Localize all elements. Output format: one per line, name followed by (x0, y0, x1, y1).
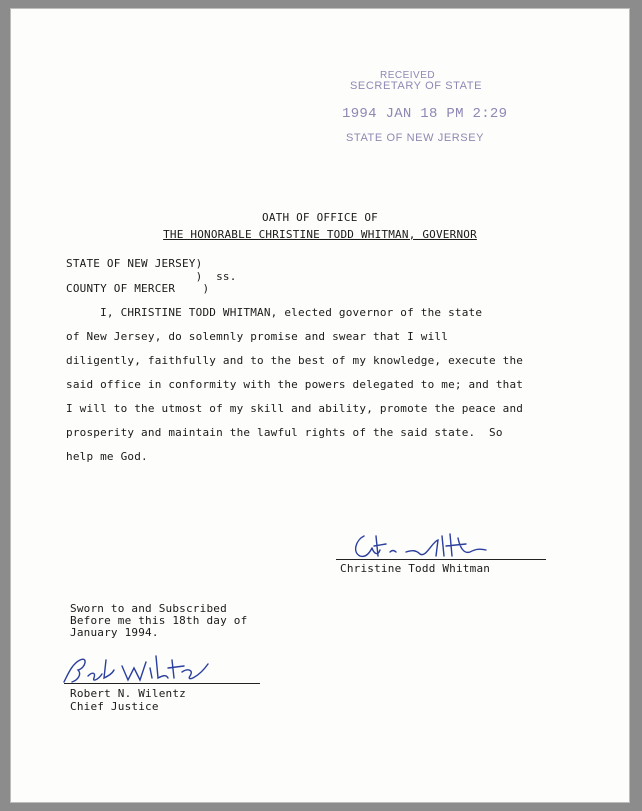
stamp-date: 1994 JAN 18 PM 2:29 (342, 106, 508, 122)
governor-signature (346, 528, 496, 562)
justice-title: Chief Justice (70, 700, 159, 713)
document-page (10, 8, 630, 803)
justice-name: Robert N. Wilentz (70, 687, 186, 700)
venue-ss: ) ss. (66, 270, 237, 283)
venue-state: STATE OF NEW JERSEY) (66, 257, 203, 270)
governor-signature-line (336, 559, 546, 560)
oath-line-7: help me God. (66, 450, 148, 463)
justice-signature-line (64, 683, 260, 684)
sworn-line-3: January 1994. (70, 626, 159, 639)
stamp-secretary: SECRETARY OF STATE (350, 80, 483, 92)
stamp-state: STATE OF NEW JERSEY (346, 132, 485, 144)
oath-line-1: I, CHRISTINE TODD WHITMAN, elected governor of the state (66, 306, 483, 319)
title-line-1: OATH OF OFFICE OF (262, 211, 378, 224)
title-line-2: THE HONORABLE CHRISTINE TODD WHITMAN, GOVERNOR (163, 228, 477, 241)
oath-line-5: I will to the utmost of my skill and ability, promote the peace and (66, 402, 524, 415)
venue-county: COUNTY OF MERCER ) (66, 282, 210, 295)
sworn-line-2: Before me this 18th day of (70, 614, 248, 627)
justice-signature (58, 648, 218, 688)
oath-line-6: prosperity and maintain the lawful rights of the said state. So (66, 426, 503, 439)
stamp-received: RECEIVED (380, 70, 436, 81)
oath-line-3: diligently, faithfully and to the best of my knowledge, execute the (66, 354, 524, 367)
oath-line-4: said office in conformity with the powers delegated to me; and that (66, 378, 524, 391)
governor-name: Christine Todd Whitman (340, 562, 491, 575)
oath-line-2: of New Jersey, do solemnly promise and swear that I will (66, 330, 449, 343)
sworn-line-1: Sworn to and Subscribed (70, 602, 227, 615)
